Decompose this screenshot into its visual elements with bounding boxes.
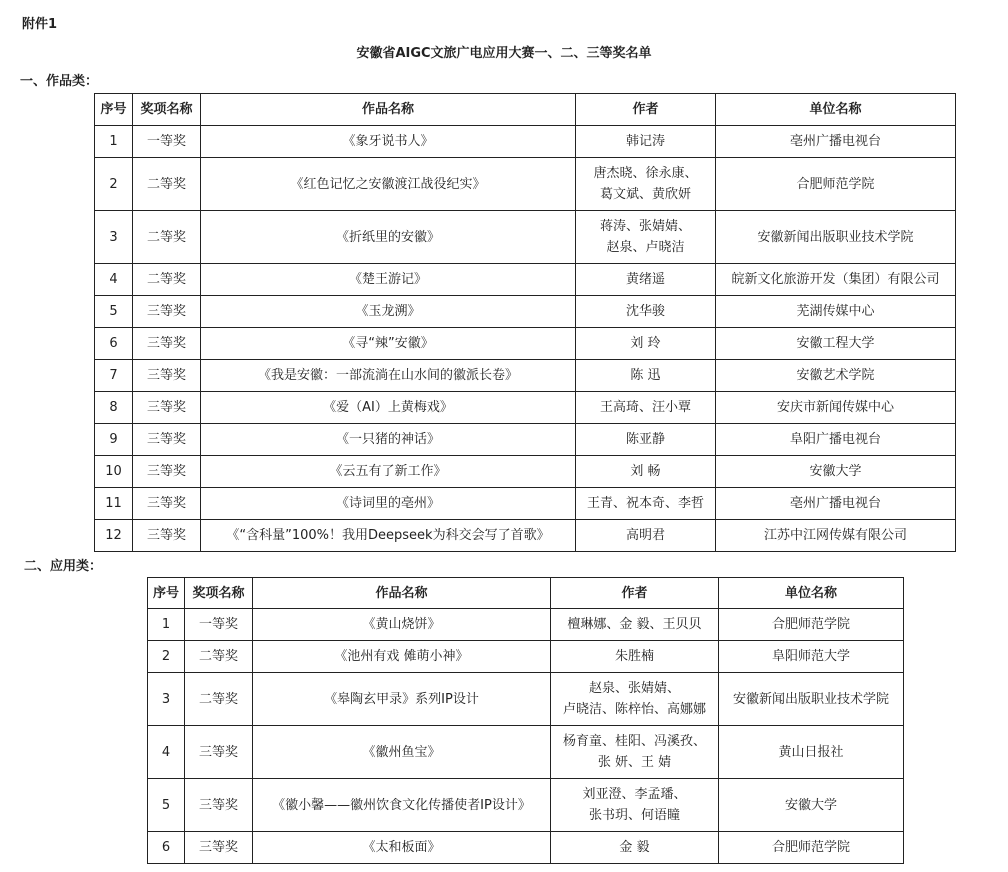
work-title: 《一只猪的神话》 — [201, 424, 576, 456]
award-name: 一等奖 — [133, 126, 201, 158]
row-number: 3 — [95, 211, 133, 264]
author-line: 王高琦、汪小覃 — [599, 400, 691, 415]
award-name: 二等奖 — [133, 264, 201, 296]
header-cell-unit: 单位名称 — [719, 578, 904, 609]
work-title: 《徽小馨——徽州饮食文化传播使者IP设计》 — [253, 779, 551, 832]
author-line: 高明君 — [625, 528, 665, 543]
author-line: 刘亚澄、李孟璠、 — [582, 787, 687, 802]
table-row — [95, 488, 956, 520]
author-line: 陈 迅 — [630, 368, 661, 383]
header-cell-unit: 单位名称 — [716, 94, 956, 126]
award-name: 二等奖 — [133, 211, 201, 264]
award-name: 三等奖 — [185, 726, 253, 779]
author-line: 刘 玲 — [630, 336, 661, 351]
author-names — [576, 264, 716, 296]
unit-name: 皖新文化旅游开发（集团）有限公司 — [716, 264, 956, 296]
row-number: 2 — [95, 158, 133, 211]
table-row — [95, 126, 956, 158]
table-row — [95, 392, 956, 424]
table-row — [148, 641, 904, 673]
author-line: 赵泉、卢晓洁 — [606, 240, 685, 255]
table-row — [95, 328, 956, 360]
unit-name: 亳州广播电视台 — [716, 126, 956, 158]
author-line: 杨育童、桂阳、冯溪孜、 — [562, 734, 706, 749]
author-names — [576, 456, 716, 488]
author-line: 张书玥、何语瞳 — [588, 808, 680, 823]
row-number: 1 — [148, 609, 185, 641]
unit-name: 合肥师范学院 — [716, 158, 956, 211]
unit-name: 江苏中江网传媒有限公司 — [716, 520, 956, 552]
work-title: 《徽州鱼宝》 — [253, 726, 551, 779]
table-row — [148, 779, 904, 832]
table-row — [95, 158, 956, 211]
work-title: 《池州有戏 傩萌小神》 — [253, 641, 551, 673]
table-row — [148, 726, 904, 779]
work-title: 《折纸里的安徽》 — [201, 211, 576, 264]
unit-name: 芜湖传媒中心 — [716, 296, 956, 328]
author-line: 沈华骏 — [625, 304, 665, 319]
section-title-applications: 二、应用类： — [24, 559, 103, 574]
header-cell-award: 奖项名称 — [133, 94, 201, 126]
author-line: 黄绪遥 — [625, 272, 665, 287]
row-number: 12 — [95, 520, 133, 552]
work-title: 《太和板面》 — [253, 832, 551, 864]
author-names — [576, 424, 716, 456]
award-name: 三等奖 — [185, 779, 253, 832]
header-cell-work: 作品名称 — [253, 578, 551, 609]
row-number: 4 — [148, 726, 185, 779]
table-row — [95, 296, 956, 328]
row-number: 2 — [148, 641, 185, 673]
row-number: 6 — [148, 832, 185, 864]
table-row — [95, 456, 956, 488]
unit-name: 黄山日报社 — [719, 726, 904, 779]
author-line: 葛文斌、黄欣妍 — [599, 187, 691, 202]
unit-name: 合肥师范学院 — [719, 609, 904, 641]
table-header-row — [148, 578, 904, 609]
work-title: 《诗词里的亳州》 — [201, 488, 576, 520]
author-line: 王青、祝本奇、李哲 — [586, 496, 704, 511]
table-row — [148, 832, 904, 864]
table-row — [95, 520, 956, 552]
work-title: 《云五有了新工作》 — [201, 456, 576, 488]
unit-name: 阜阳广播电视台 — [716, 424, 956, 456]
unit-name: 安徽新闻出版职业技术学院 — [719, 673, 904, 726]
unit-name: 亳州广播电视台 — [716, 488, 956, 520]
author-names — [576, 392, 716, 424]
row-number: 7 — [95, 360, 133, 392]
work-title: 《皋陶玄甲录》系列IP设计 — [253, 673, 551, 726]
unit-name: 合肥师范学院 — [719, 832, 904, 864]
award-name: 三等奖 — [133, 488, 201, 520]
award-name: 三等奖 — [133, 360, 201, 392]
row-number: 5 — [148, 779, 185, 832]
award-name: 三等奖 — [133, 296, 201, 328]
header-cell-award: 奖项名称 — [185, 578, 253, 609]
award-name: 二等奖 — [185, 641, 253, 673]
row-number: 10 — [95, 456, 133, 488]
work-title: 《黄山烧饼》 — [253, 609, 551, 641]
author-names — [551, 726, 719, 779]
award-name: 三等奖 — [133, 392, 201, 424]
header-cell-work: 作品名称 — [201, 94, 576, 126]
header-cell-number: 序号 — [95, 94, 133, 126]
author-names — [576, 158, 716, 211]
unit-name: 安徽大学 — [716, 456, 956, 488]
row-number: 8 — [95, 392, 133, 424]
award-name: 三等奖 — [133, 456, 201, 488]
author-line: 蒋涛、张婧婧、 — [599, 219, 691, 234]
work-title: 《我是安徽：一部流淌在山水间的徽派长卷》 — [201, 360, 576, 392]
award-name: 一等奖 — [185, 609, 253, 641]
work-title: 《寻“辣”安徽》 — [201, 328, 576, 360]
unit-name: 安徽新闻出版职业技术学院 — [716, 211, 956, 264]
author-line: 刘 畅 — [630, 464, 661, 479]
header-cell-number: 序号 — [148, 578, 185, 609]
author-names — [551, 673, 719, 726]
header-cell-author: 作者 — [551, 578, 719, 609]
award-name: 三等奖 — [133, 520, 201, 552]
work-title: 《楚王游记》 — [201, 264, 576, 296]
author-line: 唐杰晓、徐永康、 — [593, 166, 698, 181]
document-title: 安徽省AIGC文旅广电应用大赛一、二、三等奖名单 — [356, 46, 652, 61]
author-names — [576, 211, 716, 264]
table-row — [95, 360, 956, 392]
unit-name: 安徽艺术学院 — [716, 360, 956, 392]
author-names — [576, 520, 716, 552]
row-number: 9 — [95, 424, 133, 456]
author-names — [551, 832, 719, 864]
table-row — [95, 264, 956, 296]
author-names — [551, 779, 719, 832]
author-names — [576, 328, 716, 360]
header-cell-author: 作者 — [576, 94, 716, 126]
author-names — [551, 609, 719, 641]
author-line: 朱胜楠 — [614, 649, 654, 664]
author-names — [576, 126, 716, 158]
unit-name: 安徽大学 — [719, 779, 904, 832]
author-line: 张 妍、王 婧 — [597, 755, 672, 770]
work-title: 《“含科量”100%！我用Deepseek为科交会写了首歌》 — [201, 520, 576, 552]
row-number: 3 — [148, 673, 185, 726]
author-line: 金 毅 — [619, 840, 650, 855]
author-names — [551, 641, 719, 673]
row-number: 6 — [95, 328, 133, 360]
author-line: 檀琳娜、金 毅、王贝贝 — [567, 617, 702, 632]
works-award-table — [94, 93, 956, 552]
table-row — [95, 211, 956, 264]
author-line: 韩记涛 — [625, 134, 665, 149]
row-number: 1 — [95, 126, 133, 158]
attachment-label: 附件1 — [22, 17, 58, 32]
table-header-row — [95, 94, 956, 126]
table-row — [95, 424, 956, 456]
work-title: 《爱（AI）上黄梅戏》 — [201, 392, 576, 424]
applications-award-table — [147, 577, 904, 864]
award-name: 三等奖 — [185, 832, 253, 864]
work-title: 《红色记忆之安徽渡江战役纪实》 — [201, 158, 576, 211]
table-row — [148, 609, 904, 641]
work-title: 《象牙说书人》 — [201, 126, 576, 158]
award-name: 三等奖 — [133, 424, 201, 456]
award-name: 三等奖 — [133, 328, 201, 360]
row-number: 4 — [95, 264, 133, 296]
work-title: 《玉龙溯》 — [201, 296, 576, 328]
author-line: 卢晓洁、陈梓怡、高娜娜 — [562, 702, 706, 717]
table-row — [148, 673, 904, 726]
row-number: 11 — [95, 488, 133, 520]
unit-name: 安庆市新闻传媒中心 — [716, 392, 956, 424]
award-name: 二等奖 — [133, 158, 201, 211]
author-names — [576, 360, 716, 392]
author-line: 陈亚静 — [625, 432, 665, 447]
author-names — [576, 296, 716, 328]
author-line: 赵泉、张婧婧、 — [588, 681, 680, 696]
author-names — [576, 488, 716, 520]
unit-name: 阜阳师范大学 — [719, 641, 904, 673]
unit-name: 安徽工程大学 — [716, 328, 956, 360]
award-name: 二等奖 — [185, 673, 253, 726]
section-title-works: 一、作品类： — [20, 74, 99, 89]
row-number: 5 — [95, 296, 133, 328]
